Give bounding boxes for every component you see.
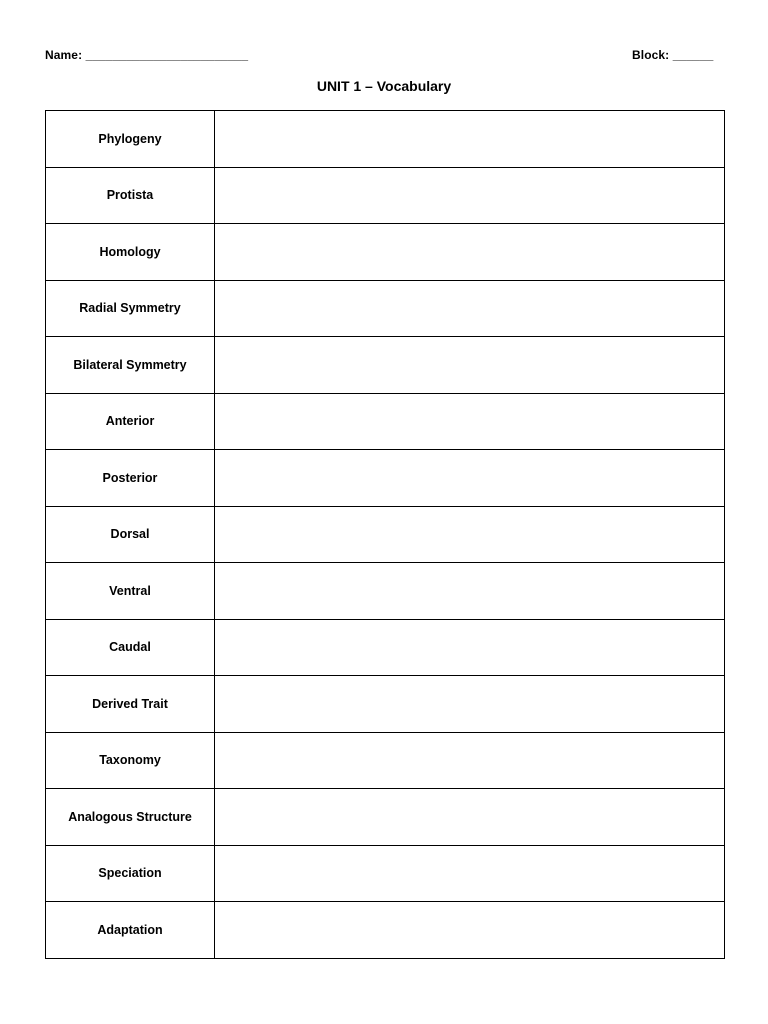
table-row [46,393,725,450]
table-row [46,563,725,620]
definition-cell [215,902,725,959]
table-row [46,676,725,733]
term-cell: Phylogeny [46,111,215,168]
term-cell: Derived Trait [46,676,215,733]
definition-cell [215,789,725,846]
term-cell: Radial Symmetry [46,280,215,337]
term-cell: Posterior [46,450,215,507]
definition-cell [215,845,725,902]
definition-cell [215,450,725,507]
term-cell: Caudal [46,619,215,676]
term-cell: Analogous Structure [46,789,215,846]
vocabulary-table [45,110,725,959]
table-row [46,280,725,337]
definition-cell [215,676,725,733]
table-row [46,224,725,281]
term-cell: Bilateral Symmetry [46,337,215,394]
table-row [46,902,725,959]
definition-cell [215,563,725,620]
term-cell: Protista [46,167,215,224]
definition-cell [215,337,725,394]
definition-cell [215,280,725,337]
definition-cell [215,111,725,168]
name-field-label: Name: ________________________ [45,48,249,62]
table-row [46,337,725,394]
table-row [46,789,725,846]
definition-cell [215,167,725,224]
term-cell: Taxonomy [46,732,215,789]
term-cell: Dorsal [46,506,215,563]
definition-cell [215,732,725,789]
definition-cell [215,393,725,450]
table-row [46,167,725,224]
page-title: UNIT 1 – Vocabulary [316,78,452,94]
term-cell: Anterior [46,393,215,450]
table-row [46,506,725,563]
term-cell: Ventral [46,563,215,620]
term-cell: Homology [46,224,215,281]
table-row [46,450,725,507]
table-row [46,732,725,789]
table-row [46,845,725,902]
table-row [46,619,725,676]
block-field-label: Block: ______ [632,48,714,62]
definition-cell [215,506,725,563]
term-cell: Speciation [46,845,215,902]
definition-cell [215,619,725,676]
definition-cell [215,224,725,281]
term-cell: Adaptation [46,902,215,959]
table-row [46,111,725,168]
